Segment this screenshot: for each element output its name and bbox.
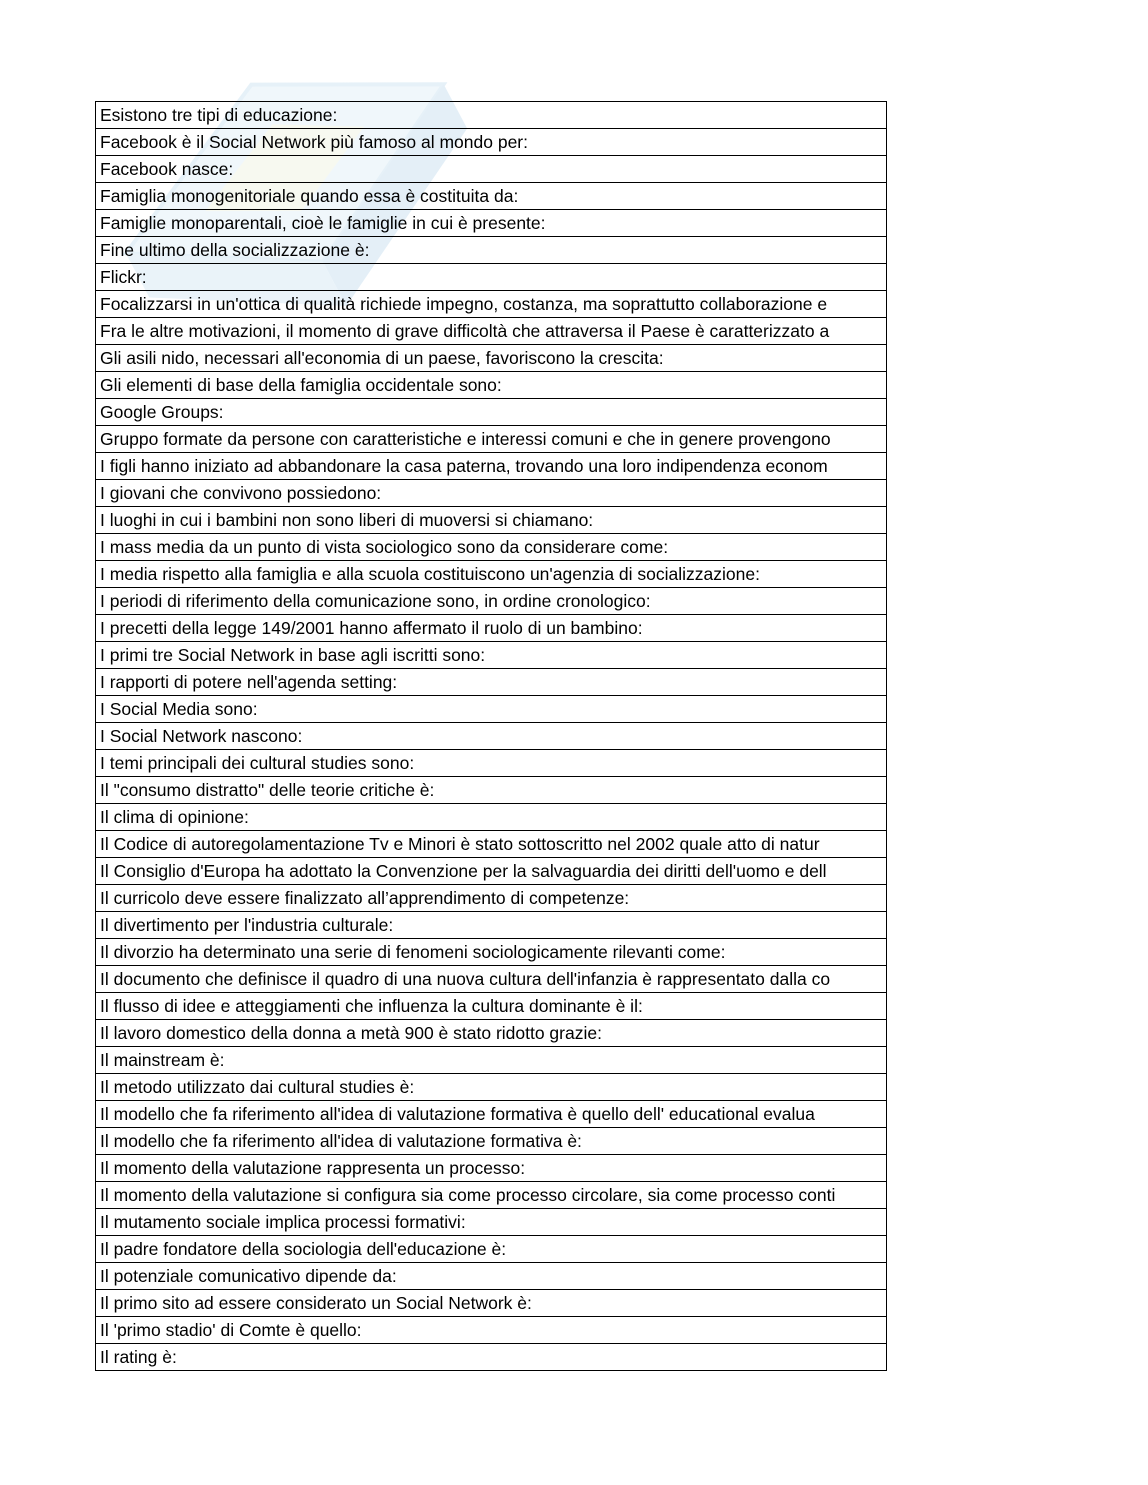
- table-row: Il mutamento sociale implica processi formativi:: [96, 1209, 886, 1236]
- table-row: Il padre fondatore della sociologia dell'educazione è:: [96, 1236, 886, 1263]
- table-row: Gli elementi di base della famiglia occidentale sono:: [96, 372, 886, 399]
- table-row: I media rispetto alla famiglia e alla scuola costituiscono un'agenzia di socializzazione:: [96, 561, 886, 588]
- table-row: Il momento della valutazione rappresenta un processo:: [96, 1155, 886, 1182]
- table-row: Gruppo formate da persone con caratteristiche e interessi comuni e che in genere provengono: [96, 426, 886, 453]
- table-row: Famiglie monoparentali, cioè le famiglie in cui è presente:: [96, 210, 886, 237]
- table-row: I giovani che convivono possiedono:: [96, 480, 886, 507]
- question-list-table: [95, 101, 887, 1371]
- table-row: Il potenziale comunicativo dipende da:: [96, 1263, 886, 1290]
- table-row: Fra le altre motivazioni, il momento di grave difficoltà che attraversa il Paese è caratterizzato a: [96, 318, 886, 345]
- table-row: Il divertimento per l'industria culturale:: [96, 912, 886, 939]
- table-row: Il Consiglio d'Europa ha adottato la Convenzione per la salvaguardia dei diritti dell'uomo e dell: [96, 858, 886, 885]
- table-row: I precetti della legge 149/2001 hanno affermato il ruolo di un bambino:: [96, 615, 886, 642]
- table-row: Il mainstream è:: [96, 1047, 886, 1074]
- table-row: Il "consumo distratto" delle teorie critiche è:: [96, 777, 886, 804]
- table-row: Il primo sito ad essere considerato un Social Network è:: [96, 1290, 886, 1317]
- table-row: Il flusso di idee e atteggiamenti che influenza la cultura dominante è il:: [96, 993, 886, 1020]
- table-row: Flickr:: [96, 264, 886, 291]
- table-row: Il 'primo stadio' di Comte è quello:: [96, 1317, 886, 1344]
- table-row: Il rating è:: [96, 1344, 886, 1371]
- table-row: Facebook è il Social Network più famoso al mondo per:: [96, 129, 886, 156]
- table-row: I figli hanno iniziato ad abbandonare la casa paterna, trovando una loro indipendenza econom: [96, 453, 886, 480]
- table-row: I periodi di riferimento della comunicazione sono, in ordine cronologico:: [96, 588, 886, 615]
- table-row: Famiglia monogenitoriale quando essa è costituita da:: [96, 183, 886, 210]
- table-row: Il momento della valutazione si configura sia come processo circolare, sia come processo conti: [96, 1182, 886, 1209]
- table-row: I mass media da un punto di vista sociologico sono da considerare come:: [96, 534, 886, 561]
- table-row: I Social Network nascono:: [96, 723, 886, 750]
- table-row: Facebook nasce:: [96, 156, 886, 183]
- table-row: I luoghi in cui i bambini non sono liberi di muoversi si chiamano:: [96, 507, 886, 534]
- table-row: Il clima di opinione:: [96, 804, 886, 831]
- table-row: Il Codice di autoregolamentazione Tv e Minori è stato sottoscritto nel 2002 quale atto di natur: [96, 831, 886, 858]
- table-row: I Social Media sono:: [96, 696, 886, 723]
- table-row: Google Groups:: [96, 399, 886, 426]
- table-row: I rapporti di potere nell'agenda setting:: [96, 669, 886, 696]
- table-row: I temi principali dei cultural studies sono:: [96, 750, 886, 777]
- table-row: Il curricolo deve essere finalizzato all’apprendimento di competenze:: [96, 885, 886, 912]
- table-row: Il lavoro domestico della donna a metà 900 è stato ridotto grazie:: [96, 1020, 886, 1047]
- table-row: Gli asili nido, necessari all'economia di un paese, favoriscono la crescita:: [96, 345, 886, 372]
- table-row: Il metodo utilizzato dai cultural studies è:: [96, 1074, 886, 1101]
- table-row: Focalizzarsi in un'ottica di qualità richiede impegno, costanza, ma soprattutto collaborazione e: [96, 291, 886, 318]
- table-row: Il modello che fa riferimento all'idea di valutazione formativa è:: [96, 1128, 886, 1155]
- table-row: Il documento che definisce il quadro di una nuova cultura dell'infanzia è rappresentato dalla co: [96, 966, 886, 993]
- table-row: Il divorzio ha determinato una serie di fenomeni sociologicamente rilevanti come:: [96, 939, 886, 966]
- table-row: I primi tre Social Network in base agli iscritti sono:: [96, 642, 886, 669]
- table-row: Il modello che fa riferimento all'idea di valutazione formativa è quello dell' educational evalua: [96, 1101, 886, 1128]
- table-row: Fine ultimo della socializzazione è:: [96, 237, 886, 264]
- table-row: Esistono tre tipi di educazione:: [96, 102, 886, 129]
